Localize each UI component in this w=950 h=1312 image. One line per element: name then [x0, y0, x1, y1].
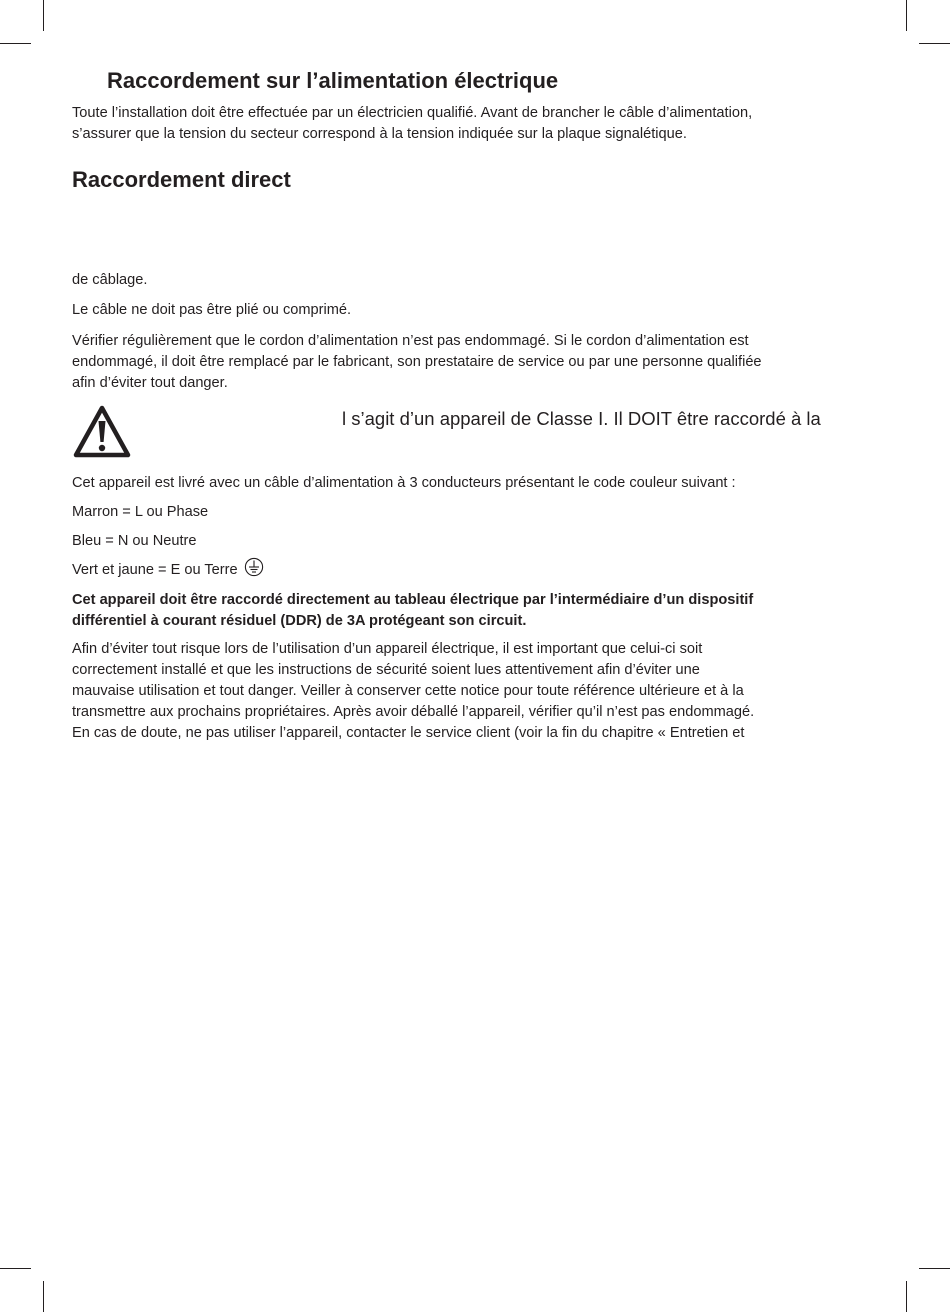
wiring-fragment: de câblage. — [72, 272, 148, 288]
intro-line: s’assurer que la tension du secteur correspond à la tension indiquée sur la plaque signalétique. — [72, 126, 687, 142]
crop-mark — [919, 1268, 950, 1269]
warning-triangle-icon — [72, 404, 132, 460]
cable-colors-intro: Cet appareil est livré avec un câble d’alimentation à 3 conducteurs présentant le code couleur suivant : — [72, 475, 736, 491]
crop-mark — [0, 1268, 31, 1269]
crop-mark — [43, 0, 44, 31]
crop-mark — [906, 0, 907, 31]
warning-text: l s’agit d’un appareil de Classe I. Il DOIT être raccordé à la — [342, 408, 821, 429]
safety-line: transmettre aux prochains propriétaires. Après avoir déballé l’appareil, vérifier qu’il n’est pas endommagé. — [72, 704, 755, 720]
wire-green-yellow-row — [72, 557, 872, 584]
rcd-notice — [72, 590, 872, 632]
safety-line: Afin d’éviter tout risque lors de l’utilisation d’un appareil électrique, il est important que celui-ci soit — [72, 641, 703, 657]
safety-line: correctement installé et que les instructions de sécurité soient lues attentivement afin d’éviter une — [72, 662, 700, 678]
safety-line: En cas de doute, ne pas utiliser l’appareil, contacter le service client (voir la fin du chapitre « Entretien et — [72, 725, 745, 741]
crop-mark — [906, 1281, 907, 1312]
heading-direct: Raccordement direct — [72, 167, 291, 192]
cord-check-paragraph — [72, 331, 872, 394]
cord-check-line: endommagé, il doit être remplacé par le fabricant, son prestataire de service ou par une personne qualifiée — [72, 354, 762, 370]
rcd-notice-line: différentiel à courant résiduel (DDR) de 3A protégeant son circuit. — [72, 613, 527, 629]
crop-mark — [919, 43, 950, 44]
wire-brown: Marron = L ou Phase — [72, 504, 209, 520]
intro-paragraph — [72, 103, 872, 145]
cord-check-line: Vérifier régulièrement que le cordon d’alimentation n’est pas endommagé. Si le cordon d’alimentation est — [72, 333, 749, 349]
crop-mark — [0, 43, 31, 44]
wire-blue: Bleu = N ou Neutre — [72, 533, 197, 549]
rcd-notice-line: Cet appareil doit être raccordé directement au tableau électrique par l’intermédiaire d’un dispositif — [72, 592, 754, 608]
wire-green-yellow: Vert et jaune = E ou Terre — [72, 562, 238, 578]
heading-main: Raccordement sur l’alimentation électrique — [107, 68, 559, 93]
earth-ground-icon — [244, 557, 264, 584]
cord-check-line: afin d’éviter tout danger. — [72, 375, 228, 391]
cable-note: Le câble ne doit pas être plié ou comprimé. — [72, 302, 352, 318]
safety-paragraph — [72, 639, 872, 744]
crop-mark — [43, 1281, 44, 1312]
safety-line: mauvaise utilisation et tout danger. Veiller à conserver cette notice pour toute référence ultérieure et à la — [72, 683, 744, 699]
intro-line: Toute l’installation doit être effectuée par un électricien qualifié. Avant de brancher le câble d’alimentation, — [72, 105, 753, 121]
